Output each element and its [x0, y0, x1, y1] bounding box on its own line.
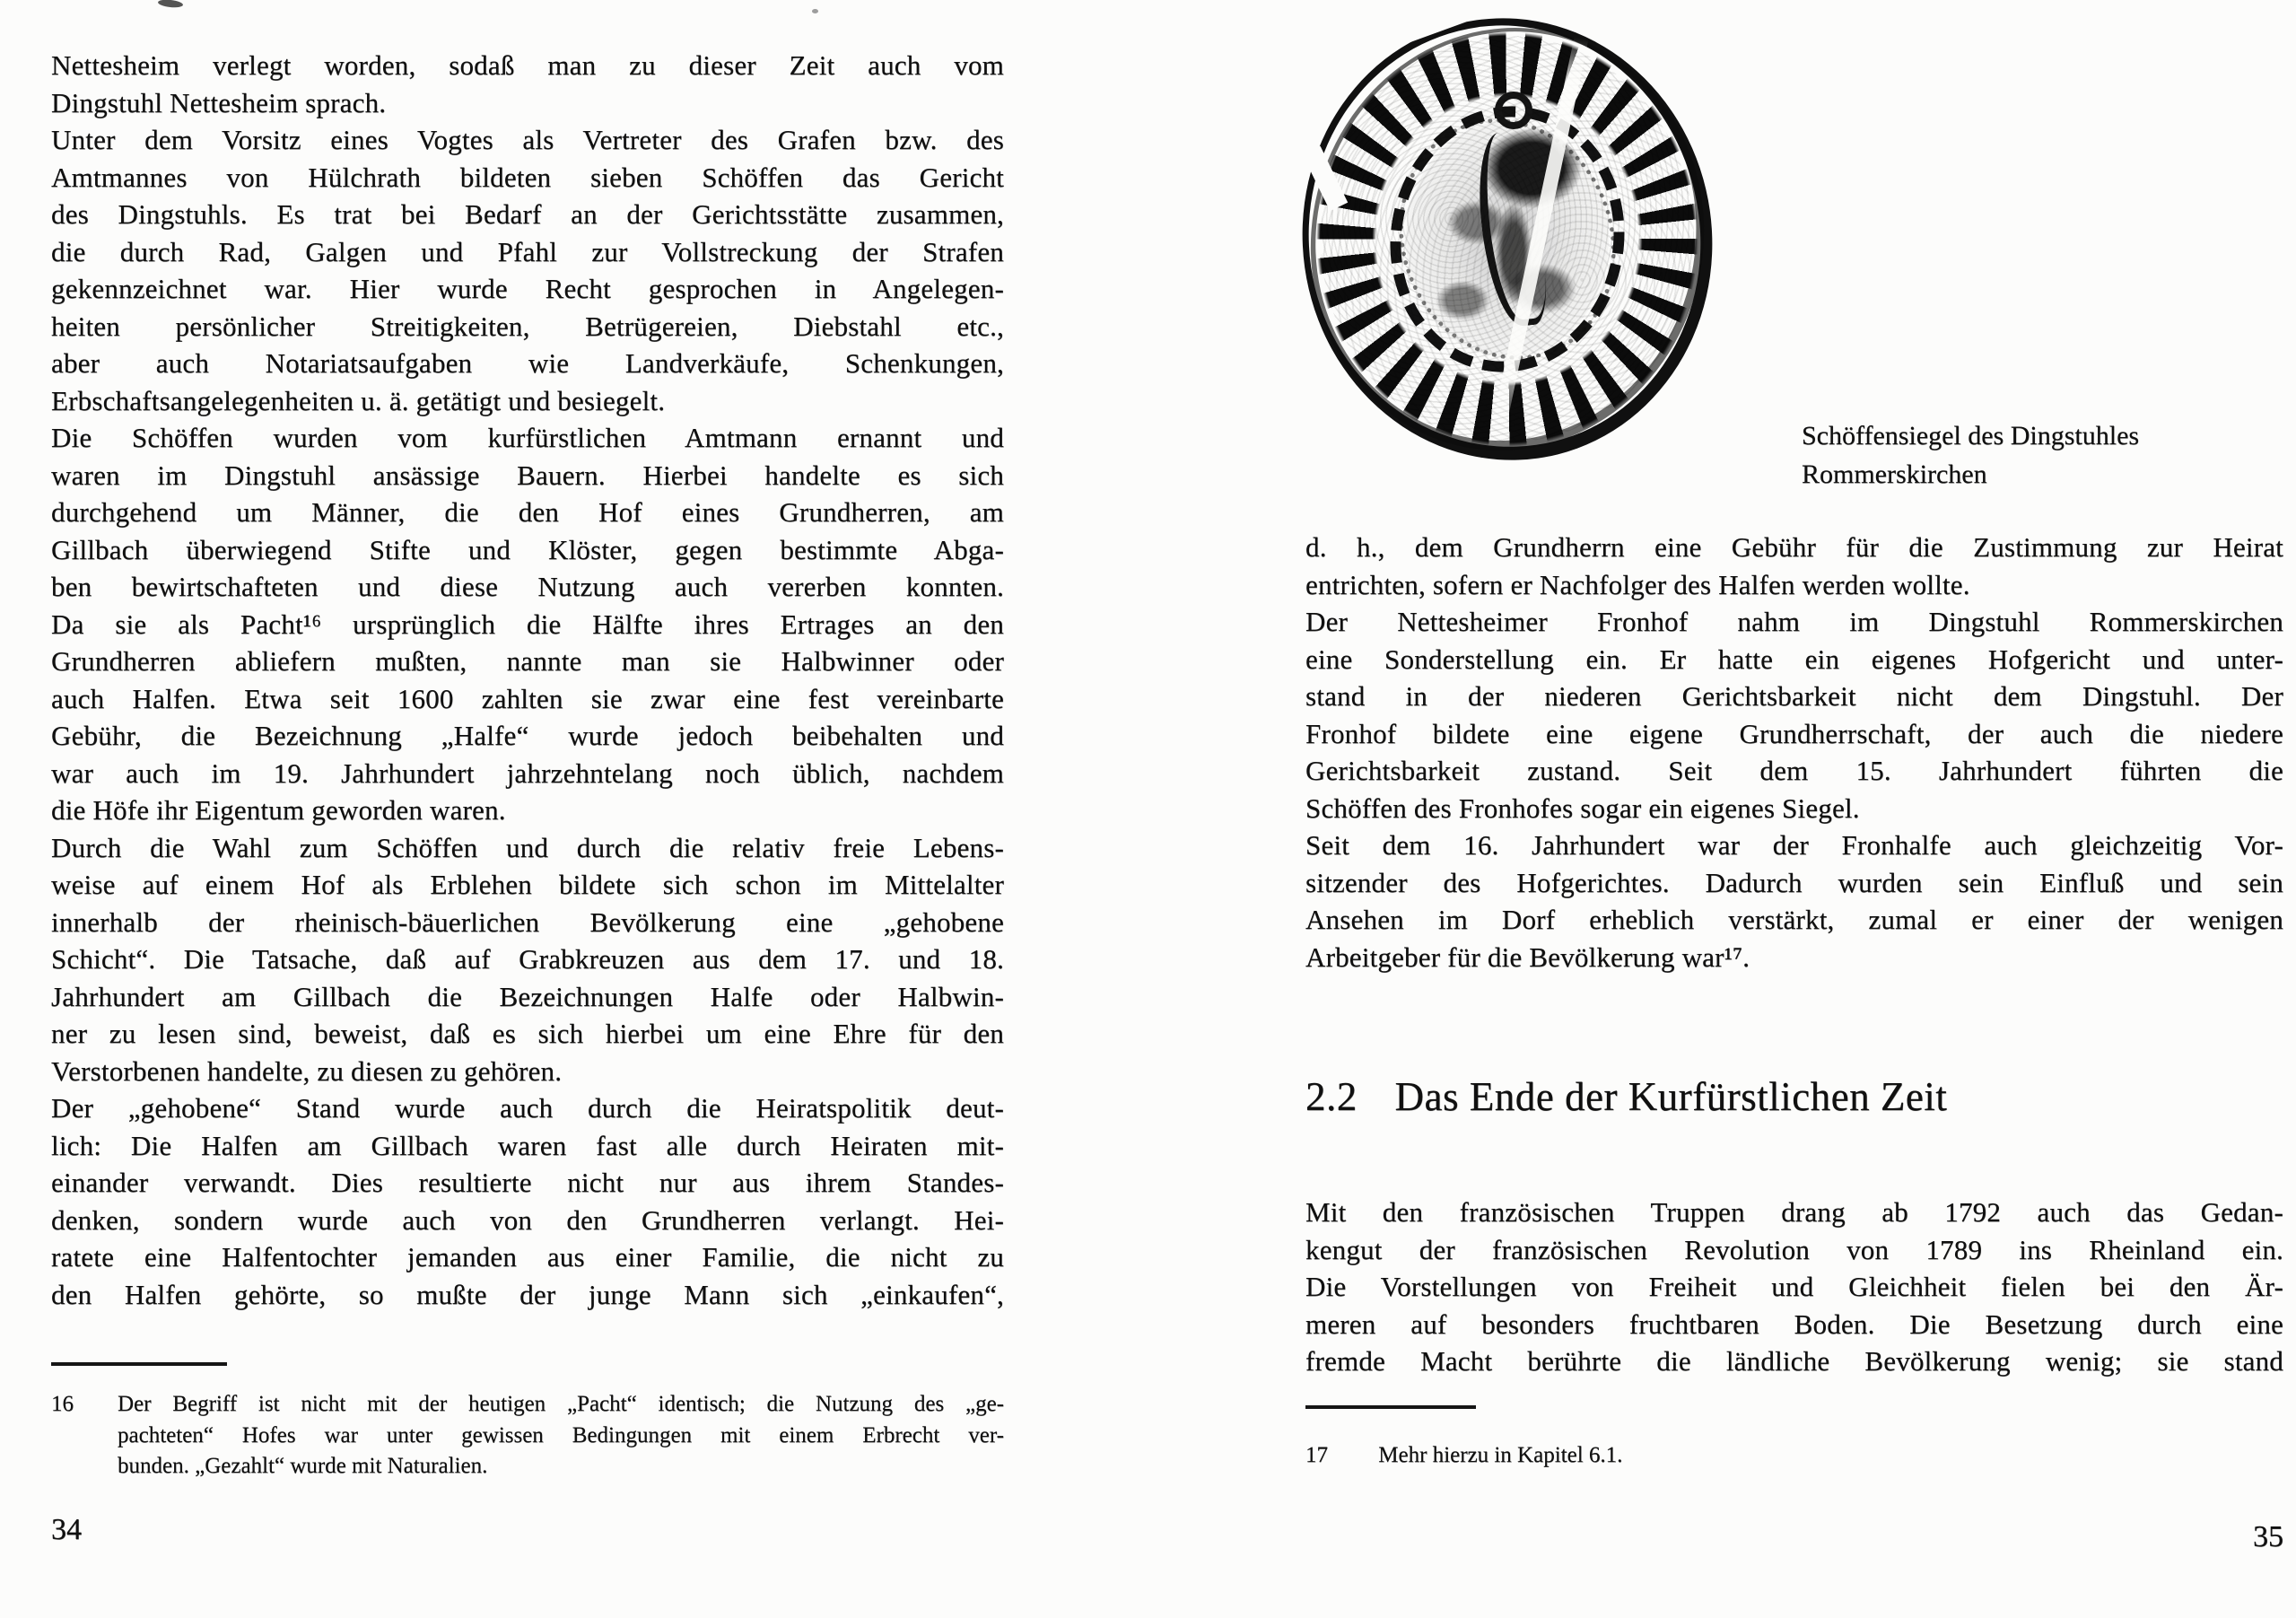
text-line: Arbeitgeber für die Bevölkerung war¹⁷.: [1305, 940, 1750, 973]
text-line: pachteten“ Hofes war unter gewissen Bedingungen mit einem Erbrecht ver-: [118, 1422, 1004, 1447]
footnote-divider: [1305, 1405, 1476, 1409]
text-line: Durch die Wahl zum Schöffen und durch die relativ freie Lebens-: [51, 831, 1004, 863]
text-line: Gerichtsbarkeit zustand. Seit dem 15. Jahrhundert führten die: [1305, 755, 2283, 786]
text-line: ner zu lesen sind, beweist, daß es sich hierbei um eine Ehre für den: [51, 1018, 1004, 1049]
text-line: ratete eine Halfentochter jemanden aus einer Familie, die nicht zu: [51, 1241, 1004, 1273]
footnote-16: [51, 1389, 1004, 1482]
text-line: d. h., dem Grundherrn eine Gebühr für die Zustimmung zur Heirat: [1305, 531, 2283, 563]
text-line: Nettesheim verlegt worden, sodaß man zu dieser Zeit auch vom: [51, 49, 1004, 81]
section-heading: [1305, 1073, 1947, 1120]
text-line: Schöffen des Fronhofes sogar ein eigenes Siegel.: [1305, 792, 1860, 824]
page-number-left: 34: [51, 1513, 82, 1546]
text-line: Amtmannes von Hülchrath bildeten sieben Schöffen das Gericht: [51, 161, 1004, 193]
text-line: waren im Dingstuhl ansässige Bauern. Hierbei handelte es sich: [51, 459, 1004, 491]
scan-speck: [158, 0, 184, 8]
text-line: denken, sondern wurde auch von den Grundherren verlangt. Hei-: [51, 1203, 1004, 1236]
text-line: innerhalb der rheinisch-bäuerlichen Bevölkerung eine „gehobene: [51, 905, 1004, 938]
text-line: kengut der französischen Revolution von 1789 ins Rheinland ein.: [1305, 1233, 2283, 1265]
text-line: Der Nettesheimer Fronhof nahm im Dingstuhl Rommerskirchen: [1305, 606, 2283, 637]
text-line: Grundherren abliefern mußten, nannte man sie Halbwinner oder: [51, 645, 1004, 677]
text-line: die Höfe ihr Eigentum geworden waren.: [51, 794, 506, 826]
text-line: Der Begriff ist nicht mit der heutigen „Pacht“ identisch; die Nutzung des „ge-: [118, 1392, 1004, 1416]
text-line: Rommerskirchen: [1802, 459, 1987, 489]
text-line: Ansehen im Dorf erheblich verstärkt, zumal er einer der wenigen: [1305, 904, 2283, 935]
text-line: Fronhof bildete eine eigene Grundherrschaft, der auch die niedere: [1305, 717, 2283, 749]
text-line: des Dingstuhls. Es trat bei Bedarf an der Gerichtsstätte zusammen,: [51, 198, 1004, 230]
text-line: Die Schöffen wurden vom kurfürstlichen Amtmann ernannt und: [51, 422, 1004, 453]
text-line: Unter dem Vorsitz eines Vogtes als Vertreter des Grafen bzw. des: [51, 124, 1004, 155]
text-line: Mit den französischen Truppen drang ab 1792 auch das Gedan-: [1305, 1196, 2283, 1228]
scan-speck: [812, 9, 818, 13]
text-line: Gillbach überwiegend Stifte und Klöster, gegen bestimmte Abga-: [51, 533, 1004, 565]
page-number-right: 35: [2253, 1520, 2283, 1553]
text-line: Erbschaftsangelegenheiten u. ä. getätigt und besiegelt.: [51, 384, 666, 416]
section-number: 2.2: [1305, 1074, 1358, 1119]
text-line: Seit dem 16. Jahrhundert war der Fronhalfe auch gleichzeitig Vor-: [1305, 829, 2283, 861]
left-body-text: [51, 47, 1004, 1313]
text-line: die durch Rad, Galgen und Pfahl zur Vollstreckung der Strafen: [51, 235, 1004, 267]
text-line: stand in der niederen Gerichtsbarkeit nicht dem Dingstuhl. Der: [1305, 680, 2283, 712]
text-line: entrichten, sofern er Nachfolger des Halfen werden wollte.: [1305, 568, 1970, 600]
text-line: bunden. „Gezahlt“ wurde mit Naturalien.: [118, 1454, 488, 1478]
text-line: meren auf besonders fruchtbaren Boden. Die Besetzung durch eine: [1305, 1308, 2283, 1340]
text-line: aber auch Notariatsaufgaben wie Landverkäufe, Schenkungen,: [51, 347, 1004, 379]
text-line: gekennzeichnet war. Hier wurde Recht gesprochen in Angelegen-: [51, 273, 1004, 304]
text-line: Verstorbenen handelte, zu diesen zu gehören.: [51, 1054, 563, 1087]
footnote-text: Mehr hierzu in Kapitel 6.1.: [1378, 1443, 1623, 1467]
text-line: Jahrhundert am Gillbach die Bezeichnungen Halfe oder Halbwin-: [51, 980, 1004, 1012]
text-line: den Halfen gehörte, so mußte der junge Mann sich „einkaufen“,: [51, 1278, 1004, 1310]
text-line: Schöffensiegel des Dingstuhles: [1802, 421, 2140, 450]
text-line: Der „gehobene“ Stand wurde auch durch die Heiratspolitik deut-: [51, 1092, 1004, 1124]
footnote-marker: 16: [51, 1392, 74, 1416]
text-line: einander verwandt. Dies resultierte nicht nur aus ihrem Standes-: [51, 1167, 1004, 1198]
footnote-17: [1305, 1440, 2283, 1472]
footnote-marker: 17: [1305, 1443, 1328, 1467]
text-line: eine Sonderstellung ein. Er hatte ein eigenes Hofgericht und unter-: [1305, 643, 2283, 675]
text-line: Gebühr, die Bezeichnung „Halfe“ wurde jedoch beibehalten und: [51, 720, 1004, 751]
text-line: auch Halfen. Etwa seit 1600 zahlten sie zwar eine fest vereinbarte: [51, 682, 1004, 714]
seal-image: [1301, 16, 1714, 462]
section-title: Das Ende der Kurfürstlichen Zeit: [1394, 1074, 1948, 1119]
text-line: heiten persönlicher Streitigkeiten, Betrügereien, Diebstahl etc.,: [51, 310, 1004, 342]
text-line: durchgehend um Männer, die den Hof eines Grundherren, am: [51, 496, 1004, 528]
text-line: fremde Macht berührte die ländliche Bevölkerung wenig; sie stand: [1305, 1345, 2283, 1377]
text-line: lich: Die Halfen am Gillbach waren fast alle durch Heiraten mit-: [51, 1129, 1004, 1161]
text-line: Schicht“. Die Tatsache, daß auf Grabkreuzen aus dem 17. und 18.: [51, 943, 1004, 975]
text-line: Dingstuhl Nettesheim sprach.: [51, 86, 387, 118]
right-body-text-top: [1305, 529, 2283, 975]
text-line: weise auf einem Hof als Erblehen bildete sich schon im Mittelalter: [51, 869, 1004, 900]
text-line: sitzender des Hofgerichtes. Dadurch wurden sein Einfluß und sein: [1305, 866, 2283, 898]
seal-caption: [1802, 416, 2286, 494]
footnote-text: [118, 1389, 1004, 1482]
footnote-divider: [51, 1362, 227, 1366]
text-line: Die Vorstellungen von Freiheit und Gleichheit fielen bei den Är-: [1305, 1271, 2283, 1302]
text-line: ben bewirtschafteten und diese Nutzung auch vererben konnten.: [51, 571, 1004, 602]
text-line: Da sie als Pacht¹⁶ ursprünglich die Hälfte ihres Ertrages an den: [51, 608, 1004, 640]
text-line: war auch im 19. Jahrhundert jahrzehntelang noch üblich, nachdem: [51, 757, 1004, 789]
right-body-text-bottom: [1305, 1194, 2283, 1380]
